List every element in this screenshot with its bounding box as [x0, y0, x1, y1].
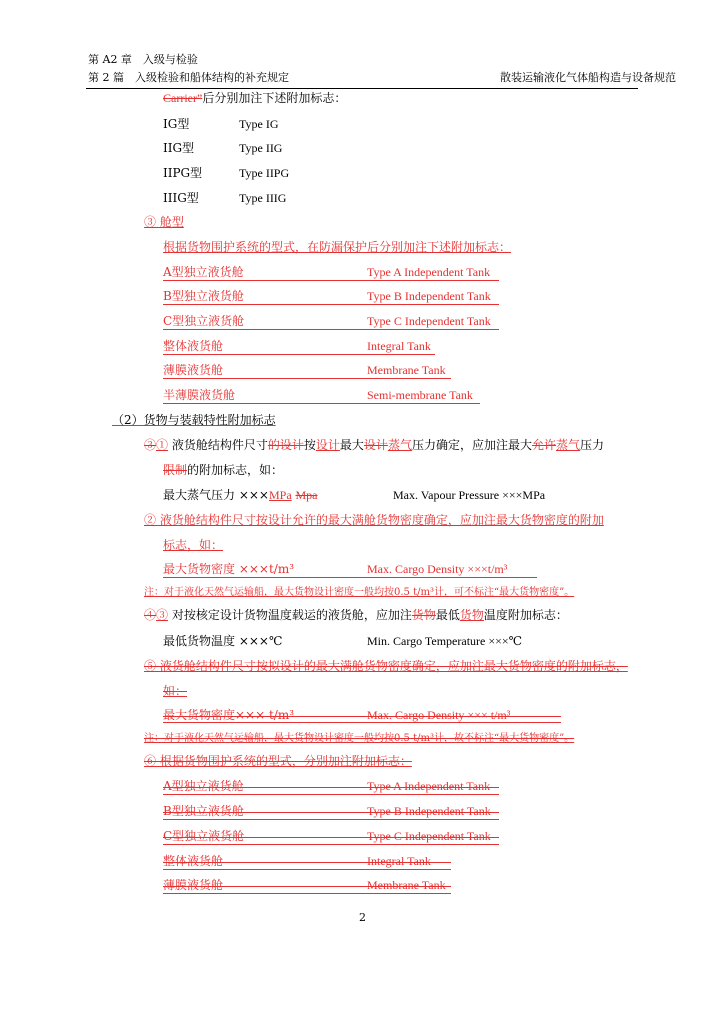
item1-example-cn — [163, 489, 317, 501]
tank-row-cn: C型独立液货舱 — [163, 314, 245, 328]
ship-type-cn: IIIG型 — [163, 191, 199, 205]
book-title: 散装运输液化气体船构造与设备规范 — [500, 71, 676, 84]
item1-deleted: 允许 — [531, 438, 556, 452]
item1-num-inserted: ① — [156, 438, 169, 452]
item6-row-underline — [163, 794, 499, 795]
item3-text: 温度附加标志： — [483, 608, 568, 622]
item5-note: 注：对于液化天然气运输船，最大货物设计密度一般均按0.5 t/m³计，故不标注“最大货物密度”。 — [144, 733, 575, 744]
item6-row-en: Type C Independent Tank — [367, 829, 491, 843]
unit-inserted: MPa — [268, 488, 292, 502]
tank-row-cn: A型独立液货舱 — [163, 265, 244, 279]
item6-row-cn: 整体液货舱 — [163, 854, 224, 868]
tank-row-en: Integral Tank — [367, 339, 431, 353]
tank-row-en: Type B Independent Tank — [367, 289, 491, 303]
item6-row-underline — [163, 869, 451, 870]
item2-note: 注：对于液化天然气运输船，最大货物设计密度一般均按0.5 t/m³计，可不标注“最大货物密度”。 — [144, 587, 575, 598]
tank-row-underline — [163, 304, 499, 305]
ship-type-cn: IIG型 — [163, 141, 195, 155]
item3-text: 最低 — [435, 608, 460, 622]
item5-line2: 如： — [163, 684, 188, 698]
item1-deleted: 的设计 — [267, 438, 304, 452]
item3-num-inserted: ③ — [156, 608, 169, 622]
ship-type-cn: IG型 — [163, 117, 190, 131]
tank-row-en: Semi-membrane Tank — [367, 388, 473, 402]
item1-inserted: 设计 — [315, 438, 340, 452]
ship-type-en: Type IIPG — [239, 166, 290, 180]
part-title: 第 2 篇 入级检验和船体结构的补充规定 — [88, 71, 289, 84]
item1-inserted: 蒸气 — [555, 438, 580, 452]
item2-line2: 标志，如： — [163, 538, 224, 552]
example-text: 最大蒸气压力 ××× — [163, 488, 269, 502]
item6-row-underline — [163, 819, 499, 820]
item5-example-underline — [163, 722, 561, 723]
item6-line1: ⑥ 根据货物围护系统的型式，分别加注附加标志： — [144, 754, 412, 768]
header-rule — [86, 88, 638, 89]
tank-row-underline — [163, 354, 435, 355]
item5-example-cn: 最大货物密度××× t/m³ — [163, 708, 295, 722]
item1-deleted: 设计 — [363, 438, 388, 452]
tank-row-underline — [163, 329, 499, 330]
item1-inserted: 蒸气 — [387, 438, 412, 452]
cargo-section-heading: （2）货物与装载特性附加标志 — [112, 413, 276, 427]
ship-type-cn: IIPG型 — [163, 166, 203, 180]
tank-row-cn: B型独立液货舱 — [163, 289, 244, 303]
item1-example-en: Max. Vapour Pressure ×××MPa — [393, 488, 546, 502]
item3-num-deleted: ④ — [144, 608, 157, 622]
tank-type-heading: ③ 舱型 — [144, 215, 184, 229]
item1-text: 最大 — [339, 438, 364, 452]
item3-text: 对按核定设计货物温度载运的液货舱，应加注 — [168, 608, 412, 622]
tank-row-en: Type A Independent Tank — [367, 265, 491, 279]
item1-line2 — [163, 464, 283, 476]
item1-text: 按 — [303, 438, 316, 452]
ship-type-en: Type IG — [239, 117, 279, 131]
item2-example-underline — [163, 577, 537, 578]
item1-deleted: 限制 — [163, 463, 188, 477]
item6-row-cn: B型独立液货舱 — [163, 804, 244, 818]
page-number: 2 — [359, 911, 366, 924]
item6-row-cn: 薄膜液货舱 — [163, 878, 224, 892]
tank-row-en: Membrane Tank — [367, 363, 446, 377]
item1-num-deleted: ③ — [144, 438, 157, 452]
top-fragment-rest: 后分别加注下述附加标志： — [202, 91, 347, 105]
item2-example-cn: 最大货物密度 ×××t/m³ — [163, 562, 295, 576]
tank-row-en: Type C Independent Tank — [367, 314, 491, 328]
unit-deleted: Mpa — [295, 488, 318, 502]
chapter-title: 第 A2 章 入级与检验 — [88, 53, 198, 66]
item2-line1: ② 液货舱结构件尺寸按设计允许的最大满舱货物密度确定，应加注最大货物密度的附加 — [144, 513, 604, 527]
tank-row-underline — [163, 280, 499, 281]
item6-row-underline — [163, 893, 451, 894]
item6-row-en: Type A Independent Tank — [367, 779, 491, 793]
item6-row-en: Integral Tank — [367, 854, 431, 868]
item1-text: 的附加标志，如： — [187, 463, 284, 477]
item3-example-en: Min. Cargo Temperature ×××℃ — [367, 634, 523, 648]
deleted-carrier-text: Carrier” — [163, 91, 203, 105]
tank-row-underline — [163, 403, 480, 404]
item6-row-underline — [163, 844, 499, 845]
tank-row-cn: 半薄膜液货舱 — [163, 388, 236, 402]
item1-text: 压力 — [580, 438, 605, 452]
item3-inserted: 货物 — [459, 608, 484, 622]
tank-row-cn: 薄膜液货舱 — [163, 363, 224, 377]
item1-text: 液货舱结构件尺寸 — [168, 438, 268, 452]
item6-row-en: Membrane Tank — [367, 878, 446, 892]
item2-example-en: Max. Cargo Density ×××t/m³ — [367, 562, 508, 576]
tank-row-cn: 整体液货舱 — [163, 339, 224, 353]
item3-line1 — [144, 609, 568, 621]
top-fragment — [163, 92, 346, 104]
tank-type-intro: 根据货物围护系统的型式，在防漏保护后分别加注下述附加标志： — [163, 240, 512, 254]
item6-row-cn: A型独立液货舱 — [163, 779, 244, 793]
item6-row-cn: C型独立液货舱 — [163, 829, 245, 843]
tank-row-underline — [163, 378, 451, 379]
item3-deleted: 货物 — [411, 608, 436, 622]
ship-type-en: Type IIG — [239, 141, 283, 155]
ship-type-en: Type IIIG — [239, 191, 287, 205]
item3-example-cn: 最低货物温度 ×××℃ — [163, 634, 283, 648]
item5-example-en: Max. Cargo Density ××× t/m³ — [367, 708, 511, 722]
item1-line1 — [144, 439, 604, 451]
item5-line1: ⑤ 液货舱结构件尺寸按拟设计的最大满舱货物密度确定，应加注最大货物密度的附加标志， — [144, 659, 628, 673]
item1-text: 压力确定，应加注最大 — [411, 438, 532, 452]
item6-row-en: Type B Independent Tank — [367, 804, 491, 818]
